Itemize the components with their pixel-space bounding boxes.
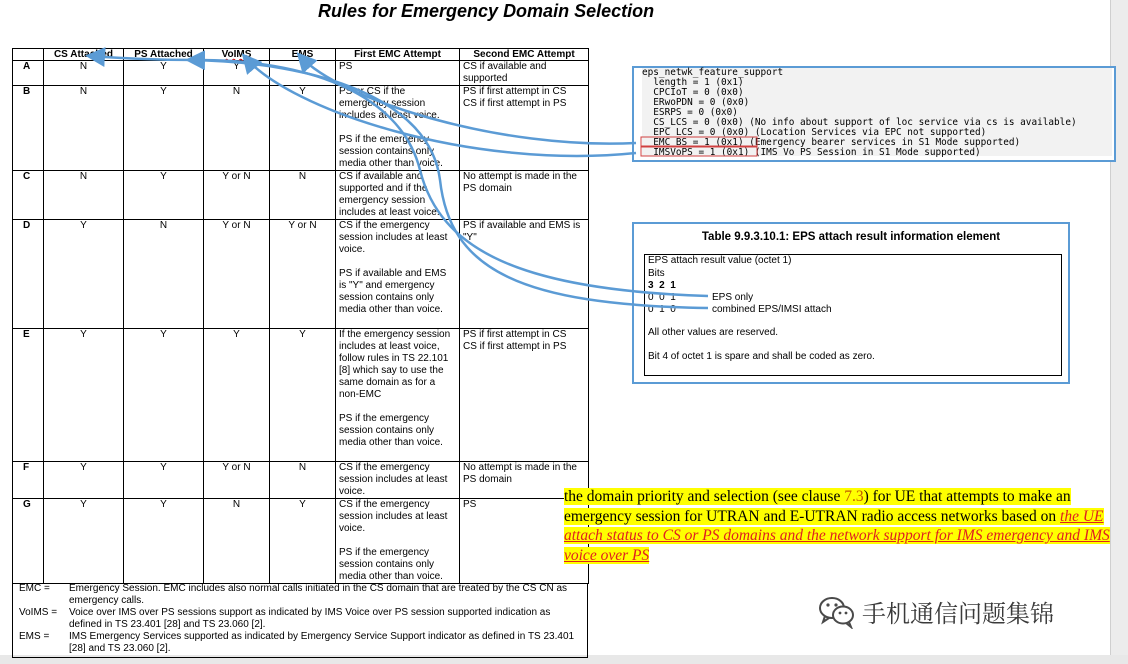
log-line: ERwoPDN = 0 (0x0) [642, 97, 750, 108]
first-attempt-text: CS if the emergency session includes at least voice. [339, 220, 448, 255]
attach-result-box [632, 222, 1070, 384]
table-row [13, 86, 589, 171]
attach-result-table [644, 254, 1062, 376]
cs-attached-cell: N [44, 171, 124, 220]
row-id: D [13, 220, 44, 329]
first-attempt-cell [336, 329, 460, 462]
clause-reference: 7.3 [844, 488, 864, 505]
first-attempt-cell [336, 499, 460, 584]
attach-result-header: EPS attach result value (octet 1) [648, 255, 792, 266]
second-attempt-cell: CS if available and supported [460, 61, 589, 86]
eps-only-label: EPS only [712, 292, 754, 303]
second-attempt-text: PS if first attempt in CS [463, 86, 567, 97]
legend-term: EMC = [19, 583, 50, 594]
log-line: EPC_LCS = 0 (0x0) (Location Services via EPC not supported) [642, 127, 987, 138]
first-attempt-text: PS if available and EMS is "Y" and emergency session contains only media other than voice. [339, 268, 447, 315]
second-attempt-text: CS if first attempt in PS [463, 341, 567, 352]
first-attempt-cell [336, 86, 460, 171]
row-id: A [13, 61, 44, 86]
second-attempt-cell: PS if available and EMS is "Y" [460, 220, 589, 329]
ems-cell: Y [270, 61, 336, 86]
first-attempt-cell: PS [336, 61, 460, 86]
first-attempt-cell [336, 220, 460, 329]
voims-cell: Y or N [204, 220, 270, 329]
bits-value: 0 0 1 [648, 292, 676, 303]
cs-attached-cell: N [44, 61, 124, 86]
second-attempt-text: CS if first attempt in PS [463, 98, 567, 109]
row-id: G [13, 499, 44, 584]
cs-attached-cell: N [44, 86, 124, 171]
highlighted-annotation [564, 487, 1112, 565]
ems-cell: Y or N [270, 220, 336, 329]
log-line: CS_LCS = 0 (0x0) (No info about support of loc service via cs is available) [642, 117, 1077, 128]
row-id: C [13, 171, 44, 220]
second-attempt-cell [460, 86, 589, 171]
wechat-icon [818, 595, 856, 629]
table-legend [12, 583, 588, 658]
log-line-imsvops: IMSVoPS = 1 (0x1) (IMS Vo PS Session in S1 Mode supported) [642, 147, 981, 158]
header-first-attempt: First EMC Attempt [336, 49, 460, 61]
first-attempt-cell: CS if the emergency session includes at least voice. [336, 462, 460, 499]
ps-attached-cell: N [124, 220, 204, 329]
ps-attached-cell: Y [124, 61, 204, 86]
voims-cell: N [204, 499, 270, 584]
row-id: E [13, 329, 44, 462]
first-attempt-text: PS or CS if the emergency session includes at least voice. [339, 86, 440, 121]
bit-numbers: 3 2 1 [648, 280, 676, 291]
eps-feature-support-box [632, 66, 1116, 162]
cs-attached-cell: Y [44, 462, 124, 499]
cs-attached-cell: Y [44, 329, 124, 462]
log-line: eps_netwk_feature_support [642, 67, 784, 78]
page-title: Rules for Emergency Domain Selection [318, 1, 655, 21]
second-attempt-cell: PS [460, 499, 589, 584]
ps-attached-cell: Y [124, 171, 204, 220]
first-attempt-cell: CS if available and supported and if the emergency session includes at least voice. [336, 171, 460, 220]
legend-item [13, 583, 587, 607]
annotation-text: the domain priority and selection (see clause [564, 488, 845, 505]
table-row [13, 61, 589, 86]
watermark-text: 手机通信问题集锦 [862, 601, 1054, 628]
cs-attached-cell: Y [44, 220, 124, 329]
voims-cell: Y or N [204, 171, 270, 220]
ems-cell: N [270, 171, 336, 220]
ps-attached-cell: Y [124, 86, 204, 171]
header-ps-attached: PS Attached [124, 49, 204, 61]
ps-attached-cell: Y [124, 499, 204, 584]
second-attempt-text: PS if first attempt in CS [463, 329, 567, 340]
annotation-emphasis: the UE attach status to CS or PS domains and the network support for IMS emergency and IMS voice over PS [564, 507, 1110, 564]
first-attempt-text: PS if the emergency session contains only media other than voice. [339, 134, 443, 169]
legend-definition: Voice over IMS over PS sessions support as indicated by IMS Voice over PS session supported indication as defined in TS 23.401 [28] and TS 23.060 [2]. [69, 607, 551, 630]
ems-cell: Y [270, 499, 336, 584]
voims-cell: Y [204, 329, 270, 462]
ems-cell: N [270, 462, 336, 499]
first-attempt-text: CS if the emergency session includes at least voice. [339, 499, 448, 534]
cs-attached-cell: Y [44, 499, 124, 584]
ps-attached-cell: Y [124, 329, 204, 462]
reserved-note: All other values are reserved. [648, 327, 779, 338]
domain-selection-table [12, 48, 589, 584]
combined-attach-label: combined EPS/IMSI attach [712, 304, 832, 315]
eps-feature-support-log [642, 68, 1112, 156]
legend-term: EMS = [19, 631, 50, 642]
legend-item [13, 631, 587, 655]
log-line-emc-bs: EMC_BS = 1 (0x1) (Emergency bearer services in S1 Mode supported) [642, 137, 1021, 148]
table-row [13, 171, 589, 220]
legend-definition: Emergency Session. EMC includes also normal calls initiated in the CS domain that are treated by the CS CN as emergency calls. [69, 583, 568, 606]
watermark [818, 594, 1054, 629]
header-second-attempt: Second EMC Attempt [460, 49, 589, 61]
ps-attached-cell: Y [124, 462, 204, 499]
ems-cell: Y [270, 329, 336, 462]
log-line: ESRPS = 0 (0x0) [642, 107, 738, 118]
second-attempt-cell [460, 329, 589, 462]
row-id: F [13, 462, 44, 499]
table-row [13, 220, 589, 329]
voims-cell: Y [204, 61, 270, 86]
header-ems: EMS [270, 49, 336, 61]
header-cell [13, 49, 44, 61]
voims-cell: Y or N [204, 462, 270, 499]
table-row [13, 462, 589, 499]
table-row [13, 329, 589, 462]
header-cs-attached: CS Attached [44, 49, 124, 61]
first-attempt-text: If the emergency session includes at least voice, follow rules in TS 22.101 [8] which say to use the same domain as for a non-EMC [339, 329, 451, 400]
annotation-text: ) for UE that attempts to make an emergency session for UTRAN and E-UTRAN radio access networks based on [564, 488, 1071, 525]
legend-item [13, 607, 587, 631]
header-voims: VoIMS [204, 49, 270, 61]
bits-label: Bits [648, 268, 665, 279]
bits-value: 0 1 0 [648, 304, 676, 315]
table-row [13, 499, 589, 584]
spare-bit-note: Bit 4 of octet 1 is spare and shall be coded as zero. [648, 351, 875, 362]
first-attempt-text: PS if the emergency session contains only media other than voice. [339, 547, 443, 582]
second-attempt-cell: No attempt is made in the PS domain [460, 462, 589, 499]
table-header-row [13, 49, 589, 61]
row-id: B [13, 86, 44, 171]
legend-definition: IMS Emergency Services supported as indicated by Emergency Service Support indicator as defined in TS 23.401 [28] and TS 23.060 [2]. [69, 631, 575, 654]
voims-cell: N [204, 86, 270, 171]
attach-result-title: Table 9.9.3.10.1: EPS attach result information element [701, 231, 1001, 243]
ems-cell: Y [270, 86, 336, 171]
log-line: CPCIoT = 0 (0x0) [642, 87, 744, 98]
log-line: length = 1 (0x1) [642, 77, 744, 88]
legend-term: VoIMS = [19, 607, 58, 618]
first-attempt-text: PS if the emergency session contains only media other than voice. [339, 413, 443, 448]
second-attempt-cell: No attempt is made in the PS domain [460, 171, 589, 220]
